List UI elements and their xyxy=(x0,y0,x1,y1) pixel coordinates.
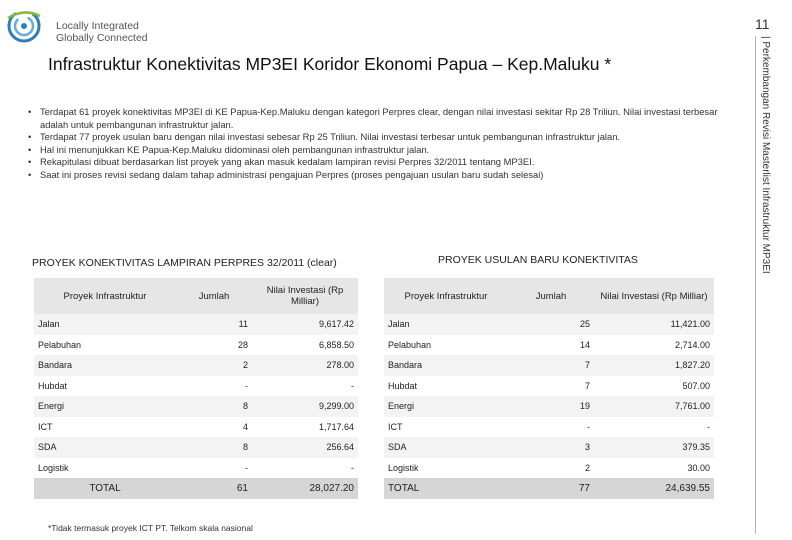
table-row xyxy=(384,355,714,376)
cell-name: Energi xyxy=(34,396,176,417)
cell-name: Energi xyxy=(384,396,508,417)
table-row xyxy=(34,417,358,438)
page-title: Infrastruktur Konektivitas MP3EI Koridor Ekonomi Papua – Kep.Maluku * xyxy=(48,54,612,74)
cell-value: 9,299.00 xyxy=(252,396,358,417)
table-row xyxy=(384,396,714,417)
right-section-title: PROYEK USULAN BARU KONEKTIVITAS xyxy=(438,254,638,266)
table-row xyxy=(384,417,714,438)
cell-value: 2,714.00 xyxy=(674,339,710,350)
logo-line-1: Locally Integrated xyxy=(56,20,139,32)
cell-name: SDA xyxy=(384,437,508,458)
perpres-connectivity-table xyxy=(34,278,358,499)
cell-count: 11 xyxy=(176,314,252,335)
cell-value: 379.35 xyxy=(594,437,714,458)
cell-value: - xyxy=(351,380,354,391)
cell-value: 278.00 xyxy=(252,355,358,376)
bullet-item: • Hal ini menunjukkan KE Papua-Kep.Maluku didominasi oleh pembangunan infrastruktur jalan. xyxy=(28,144,728,157)
page-number: 11 xyxy=(755,16,770,32)
cell-count: 25 xyxy=(508,314,594,335)
footnote: *Tidak termasuk proyek ICT PT. Telkom skala nasional xyxy=(48,523,253,533)
cell-count: 14 xyxy=(579,339,590,350)
cell-value: 11,421.00 xyxy=(594,314,714,335)
cell-count: 19 xyxy=(508,396,594,417)
table-row xyxy=(34,376,358,397)
cell-value: - xyxy=(351,462,354,473)
column-header: Jumlah xyxy=(508,278,594,314)
table-row xyxy=(384,335,714,356)
cell-name: Bandara xyxy=(384,355,508,376)
column-header: Nilai Investasi (Rp Milliar) xyxy=(594,278,714,314)
cell-count: - xyxy=(245,380,248,391)
table-row xyxy=(34,458,358,479)
cell-count: - xyxy=(245,462,248,473)
cell-value: 256.64 xyxy=(252,437,358,458)
total-row xyxy=(384,478,714,499)
table-row xyxy=(34,314,358,335)
bullet-item: • Saat ini proses revisi sedang dalam tahap administrasi pengajuan Perpres (proses pengajuan usulan baru sudah selesai) xyxy=(28,169,728,182)
total-value: 28,027.20 xyxy=(252,478,358,499)
cell-count: 3 xyxy=(508,437,594,458)
logo-text xyxy=(56,20,148,44)
column-header: Proyek Infrastruktur xyxy=(34,278,176,314)
cell-value: 30.00 xyxy=(687,462,710,473)
logo xyxy=(4,6,164,46)
bullet-item: • Rekapitulasi dibuat berdasarkan list proyek yang akan masuk kedalam lampiran revisi Perpres 32/2011 tentang MP3EI. xyxy=(28,156,728,169)
cell-value: 7,761.00 xyxy=(594,396,714,417)
cell-name: Jalan xyxy=(34,314,176,335)
bullet-item: • Terdapat 61 proyek konektivitas MP3EI di KE Papua-Kep.Maluku dengan kategori Perpres clear, dengan nilai investasi sekitar Rp 28 Triliun. Nilai investasi terbesar adalah untuk pembangunan infrastruktur jalan. xyxy=(28,106,728,131)
globe-logo-icon xyxy=(4,6,48,46)
cell-name: Bandara xyxy=(34,355,176,376)
table-row xyxy=(34,355,358,376)
cell-name: Pelabuhan xyxy=(388,339,432,350)
cell-value: 9,617.42 xyxy=(252,314,358,335)
table-row xyxy=(384,376,714,397)
total-label: TOTAL xyxy=(384,478,508,499)
table-row xyxy=(384,314,714,335)
cell-name: Logistik xyxy=(38,462,69,473)
table-row xyxy=(384,458,714,479)
cell-name: Hubdat xyxy=(38,380,68,391)
cell-name: Pelabuhan xyxy=(38,339,82,350)
cell-name: SDA xyxy=(34,437,176,458)
cell-count: 28 xyxy=(237,339,248,350)
new-proposal-connectivity-table xyxy=(384,278,714,499)
bullet-list xyxy=(28,106,728,181)
cell-count: 8 xyxy=(176,437,252,458)
cell-count: 2 xyxy=(176,355,252,376)
total-value: 24,639.55 xyxy=(594,478,714,499)
total-label: TOTAL xyxy=(34,478,176,499)
total-count: 77 xyxy=(508,478,594,499)
bullet-item: • Terdapat 77 proyek usulan baru dengan nilai investasi sebesar Rp 25 Triliun. Nilai investasi terbesar untuk pembangunan infrastruktur jalan. xyxy=(28,131,728,144)
cell-name: Hubdat xyxy=(388,380,418,391)
side-title: | Perkembangan Revisi Masterlist Infrastruktur MP3EI xyxy=(760,36,771,274)
column-header: Jumlah xyxy=(176,278,252,314)
total-row xyxy=(34,478,358,499)
cell-count: 7 xyxy=(584,380,590,391)
cell-value: 1,827.20 xyxy=(594,355,714,376)
table-row xyxy=(34,437,358,458)
cell-count: 8 xyxy=(176,396,252,417)
cell-name: ICT xyxy=(38,421,53,432)
cell-count: 4 xyxy=(242,421,248,432)
cell-value: 1,717.64 xyxy=(318,421,354,432)
table-row xyxy=(34,335,358,356)
cell-value: 6,858.50 xyxy=(318,339,354,350)
table-row xyxy=(34,396,358,417)
cell-name: ICT xyxy=(388,421,403,432)
total-count: 61 xyxy=(176,478,252,499)
cell-name: Jalan xyxy=(384,314,508,335)
cell-count: 2 xyxy=(584,462,590,473)
cell-count: - xyxy=(587,421,590,432)
logo-line-2: Globally Connected xyxy=(56,32,148,44)
left-section-title: PROYEK KONEKTIVITAS LAMPIRAN PERPRES 32/2011 (clear) xyxy=(32,257,337,269)
cell-value: - xyxy=(707,421,710,432)
cell-name: Logistik xyxy=(388,462,419,473)
cell-value: 507.00 xyxy=(682,380,710,391)
cell-count: 7 xyxy=(508,355,594,376)
column-header: Nilai Investasi (Rp Milliar) xyxy=(252,278,358,314)
table-row xyxy=(384,437,714,458)
column-header: Proyek Infrastruktur xyxy=(384,278,508,314)
